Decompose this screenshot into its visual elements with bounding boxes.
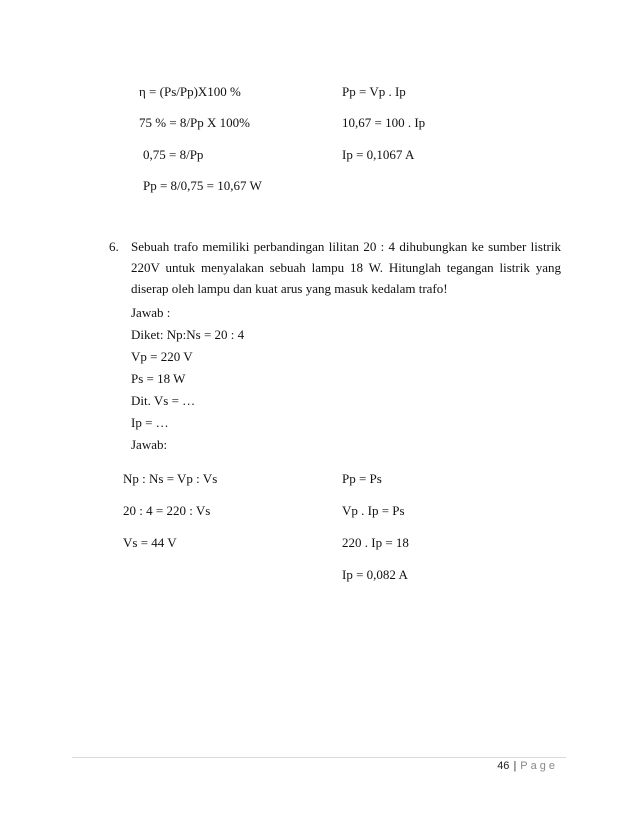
ratio-equation: Np : Ns = Vp : Vs (123, 471, 218, 486)
problem-number: 6. (109, 239, 119, 254)
power-equation: Pp = Ps (342, 471, 382, 486)
asked-vs: Dit. Vs = … (131, 393, 196, 408)
problem-text: Sebuah trafo memiliki perbandingan lilitan 20 : 4 dihubungkan ke sumber listrik 220V untuk menyalakan sebuah lampu 18 W. Hitunglah tegangan listrik yang diserap oleh lampu dan kuat arus yang masuk kedalam trafo! (131, 239, 561, 296)
answer-label: Jawab: (131, 437, 168, 452)
page-label: Page (520, 760, 558, 772)
vs-result: Vs = 44 V (123, 535, 177, 550)
asked-ip: Ip = … (131, 415, 169, 430)
formula-right-1: Pp = Vp . Ip (342, 84, 406, 99)
formula-right-3: Ip = 0,1067 A (342, 147, 415, 162)
page-number: 46 (497, 760, 510, 772)
power-expanded: Vp . Ip = Ps (342, 503, 405, 518)
given-ps: Ps = 18 W (131, 371, 186, 386)
answer-heading: Jawab : (131, 305, 171, 320)
formula-efficiency: η = (Ps/Pp)X100 % (139, 84, 241, 99)
ip-result: Ip = 0,082 A (342, 567, 408, 582)
ratio-substitution: 20 : 4 = 220 : Vs (123, 503, 211, 518)
formula-step-1: 75 % = 8/Pp X 100% (139, 115, 250, 130)
formula-step-2: 0,75 = 8/Pp (143, 147, 204, 162)
power-substitution: 220 . Ip = 18 (342, 535, 409, 550)
footer-divider (72, 757, 566, 758)
formula-step-3: Pp = 8/0,75 = 10,67 W (143, 178, 262, 193)
page-footer (497, 760, 558, 772)
footer-separator: | (513, 760, 517, 772)
given-ratio: Diket: Np:Ns = 20 : 4 (131, 327, 245, 342)
given-vp: Vp = 220 V (131, 349, 193, 364)
formula-right-2: 10,67 = 100 . Ip (342, 115, 426, 130)
